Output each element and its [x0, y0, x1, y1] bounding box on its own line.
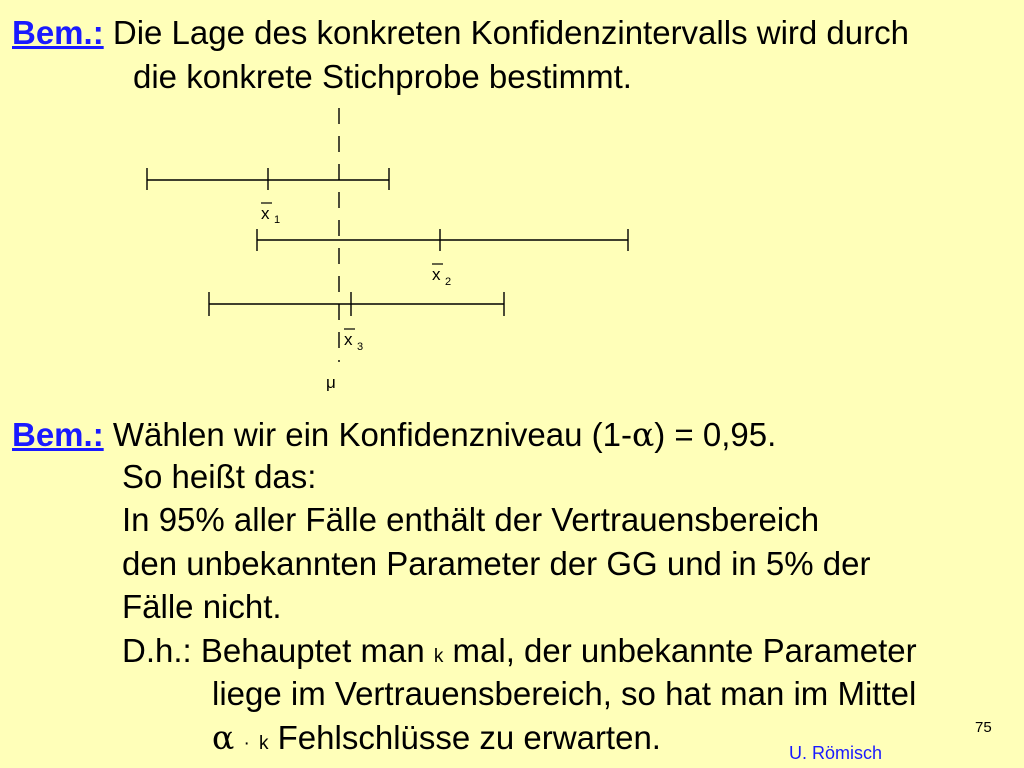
remark-2-text-8: Fehlschlüsse zu erwarten.: [277, 719, 661, 756]
k-symbol: k: [433, 646, 444, 667]
k-symbol-2: k: [258, 733, 269, 754]
remark-2-line-1: [12, 416, 776, 454]
page-number: 75: [975, 719, 992, 736]
remark-2-line-2: [122, 458, 316, 496]
remark-2-text-1b: ) = 0,95.: [654, 416, 777, 453]
remark-1-prefix: Bem.:: [12, 14, 104, 51]
remark-2-text-6b: mal, der unbekannte Parameter: [452, 632, 917, 669]
remark-2-text-2: So heißt das:: [122, 458, 317, 495]
remark-2-line-5: [122, 588, 282, 626]
interval-3: [209, 292, 504, 316]
interval-2: [257, 229, 628, 251]
mu-label: μ: [326, 373, 336, 392]
remark-1-text-2: die konkrete Stichprobe bestimmt.: [133, 58, 632, 95]
sample-mean-1-subscript: 1: [274, 214, 281, 226]
author-name: U. Römisch: [789, 743, 883, 763]
remark-2-text-1a: Wählen wir ein Konfidenzniveau (1-: [112, 416, 632, 453]
remark-2-text-4: den unbekannten Parameter der GG und in 5% der: [122, 545, 871, 582]
sample-mean-label-2: [432, 264, 451, 288]
remark-2-prefix: Bem.:: [12, 416, 104, 453]
alpha-symbol: α: [631, 415, 655, 454]
sample-mean-2-symbol: x: [432, 265, 441, 284]
multiply-dot: ·: [243, 733, 250, 754]
remark-2-line-3: [122, 501, 819, 539]
sample-mean-label-3: [344, 329, 363, 353]
interval-1: [147, 168, 389, 190]
remark-2-text-3: In 95% aller Fälle enthält der Vertrauensbereich: [122, 501, 820, 538]
alpha-symbol-2: α: [212, 718, 235, 757]
sample-mean-1-symbol: x: [261, 204, 270, 223]
sample-mean-label-1: [261, 203, 280, 226]
sample-mean-3-subscript: 3: [357, 341, 364, 353]
remark-2-line-8: [212, 719, 661, 763]
remark-2-text-6a: D.h.: Behauptet man: [122, 632, 425, 669]
sample-mean-3-symbol: x: [344, 330, 353, 349]
remark-2-line-4: [122, 545, 870, 583]
sample-mean-2-subscript: 2: [445, 276, 452, 288]
remark-1-text-1: Die Lage des konkreten Konfidenzintervalls wird durch: [112, 14, 909, 51]
remark-2-line-6: [122, 632, 917, 676]
remark-2-line-7: [212, 675, 916, 713]
remark-2-text-7: liege im Vertrauensbereich, so hat man im Mittel: [212, 675, 917, 712]
remark-2-text-5: Fälle nicht.: [122, 588, 282, 625]
